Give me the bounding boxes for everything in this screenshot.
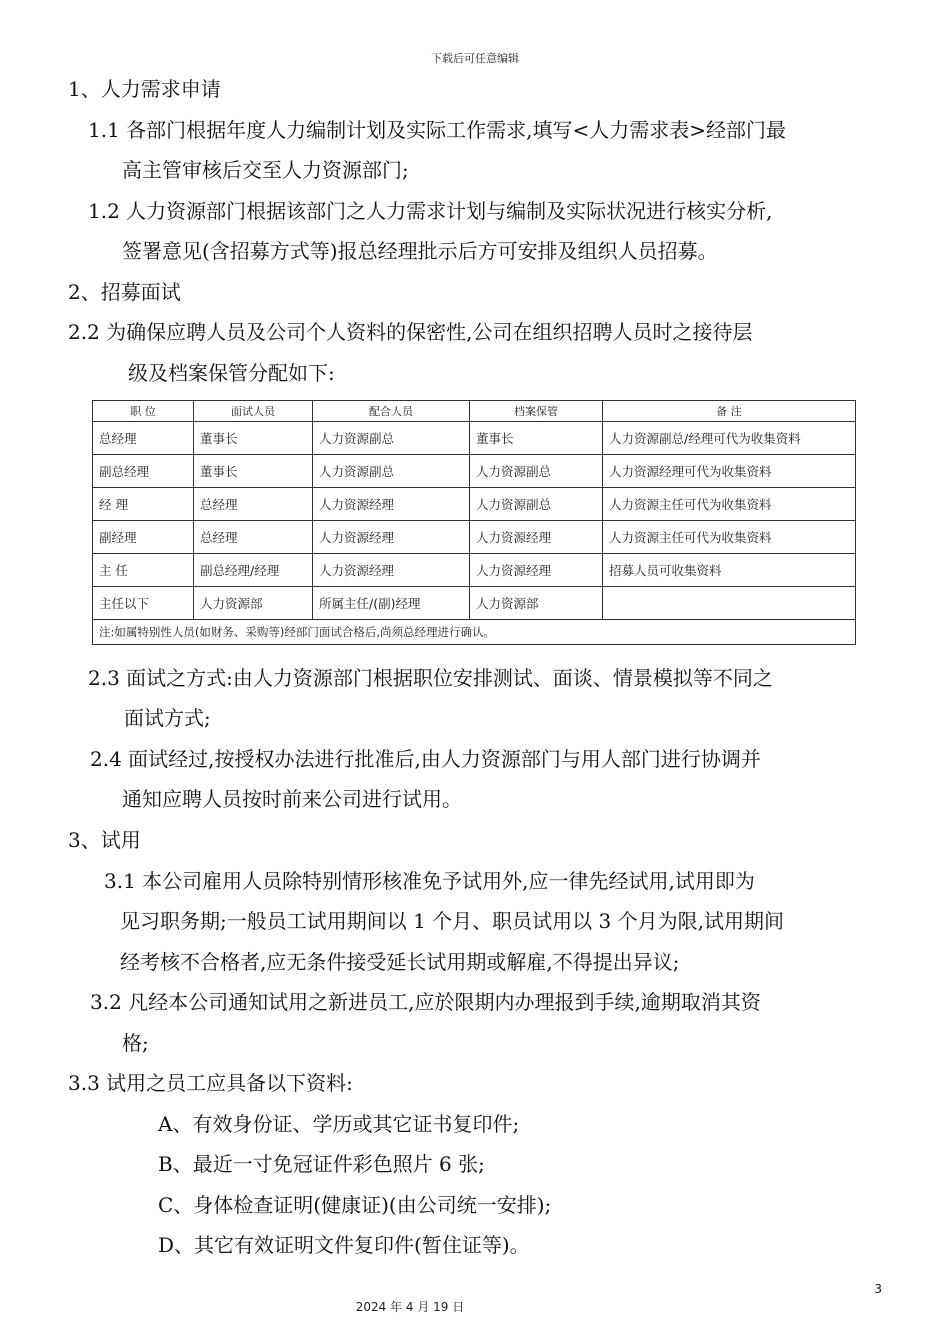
table-row (93, 455, 856, 488)
list-item: B、最近一寸免冠证件彩色照片 6 张; (158, 1152, 485, 1176)
table-row (93, 554, 856, 587)
paragraph-line: 见习职务期;一般员工试用期间以 1 个月、职员试用以 3 个月为限,试用期间 (120, 909, 784, 933)
table-cell: 人力资源部 (194, 587, 313, 620)
paragraph-line: 高主管审核后交至人力资源部门; (122, 158, 409, 182)
paragraph-line: 格; (122, 1031, 149, 1055)
page-number: 3 (874, 1282, 882, 1296)
table-header-row (93, 401, 856, 422)
section-heading-3: 3、试用 (68, 828, 141, 852)
paragraph-line: 经考核不合格者,应无条件接受延长试用期或解雇,不得提出异议; (120, 950, 680, 974)
list-item: C、身体检查证明(健康证)(由公司统一安排); (158, 1193, 552, 1217)
paragraph-line: 面试方式; (124, 706, 211, 730)
section-heading-1: 1、人力需求申请 (68, 77, 221, 101)
table-cell: 总经理 (93, 422, 194, 455)
table-cell: 人力资源经理 (313, 521, 470, 554)
table-cell: 人力资源副总 (313, 422, 470, 455)
table-row (93, 587, 856, 620)
table-cell: 副总经理/经理 (194, 554, 313, 587)
table-note: 注:如属特别性人员(如财务、采购等)经部门面试合格后,尚须总经理进行确认。 (93, 620, 856, 645)
table-cell: 人力资源主任可代为收集资料 (603, 521, 856, 554)
table-cell: 副总经理 (93, 455, 194, 488)
table-note-row (93, 620, 856, 645)
table-cell: 人力资源部 (470, 587, 603, 620)
table-cell: 人力资源主任可代为收集资料 (603, 488, 856, 521)
table-cell: 所属主任/(副)经理 (313, 587, 470, 620)
paragraph-line: 通知应聘人员按时前来公司进行试用。 (122, 787, 462, 811)
paragraph-line: 2.2 为确保应聘人员及公司个人资料的保密性,公司在组织招聘人员时之接待层 (68, 320, 753, 344)
table-cell: 人力资源经理 (313, 554, 470, 587)
page-header: 下载后可任意编辑 (431, 52, 519, 65)
paragraph-line: 3.1 本公司雇用人员除特别情形核准免予试用外,应一律先经试用,试用即为 (104, 869, 755, 893)
paragraph-line: 1.2 人力资源部门根据该部门之人力需求计划与编制及实际状况进行核实分析, (88, 199, 773, 223)
paragraph-line: 1.1 各部门根据年度人力编制计划及实际工作需求,填写<人力需求表>经部门最 (88, 118, 787, 142)
paragraph-line: 3.3 试用之员工应具备以下资料: (68, 1071, 353, 1095)
table-row (93, 521, 856, 554)
list-item: A、有效身份证、学历或其它证书复印件; (158, 1112, 520, 1136)
table-cell: 总经理 (194, 521, 313, 554)
table-cell: 人力资源经理 (313, 488, 470, 521)
footer-date: 2024 年 4 月 19 日 (355, 1300, 465, 1314)
table-cell: 人力资源副总 (313, 455, 470, 488)
table-cell: 人力资源经理 (470, 554, 603, 587)
column-header: 档案保管 (470, 401, 603, 422)
paragraph-line: 2.3 面试之方式:由人力资源部门根据职位安排测试、面谈、情景模拟等不同之 (88, 666, 773, 690)
list-item: D、其它有效证明文件复印件(暂住证等)。 (158, 1233, 530, 1257)
table-row (93, 422, 856, 455)
table-cell: 人力资源经理 (470, 521, 603, 554)
column-header: 面试人员 (194, 401, 313, 422)
table-cell: 董事长 (470, 422, 603, 455)
table-cell: 经 理 (93, 488, 194, 521)
table-cell: 主任以下 (93, 587, 194, 620)
table-cell (603, 587, 856, 620)
paragraph-line: 3.2 凡经本公司通知试用之新进员工,应於限期内办理报到手续,逾期取消其资 (90, 990, 761, 1014)
table-cell: 董事长 (194, 455, 313, 488)
paragraph-line: 级及档案保管分配如下: (128, 361, 335, 385)
column-header: 配合人员 (313, 401, 470, 422)
column-header: 备 注 (603, 401, 856, 422)
column-header: 职 位 (93, 401, 194, 422)
table-cell: 人力资源副总/经理可代为收集资料 (603, 422, 856, 455)
table-cell: 招募人员可收集资料 (603, 554, 856, 587)
table-cell: 副经理 (93, 521, 194, 554)
interview-table (92, 400, 856, 645)
table-cell: 人力资源副总 (470, 488, 603, 521)
table-cell: 人力资源副总 (470, 455, 603, 488)
paragraph-line: 2.4 面试经过,按授权办法进行批准后,由人力资源部门与用人部门进行协调并 (90, 747, 761, 771)
section-heading-2: 2、招募面试 (68, 280, 181, 304)
table-cell: 总经理 (194, 488, 313, 521)
table-cell: 主 任 (93, 554, 194, 587)
table-row (93, 488, 856, 521)
table-cell: 董事长 (194, 422, 313, 455)
table-cell: 人力资源经理可代为收集资料 (603, 455, 856, 488)
paragraph-line: 签署意见(含招募方式等)报总经理批示后方可安排及组织人员招募。 (122, 239, 718, 263)
